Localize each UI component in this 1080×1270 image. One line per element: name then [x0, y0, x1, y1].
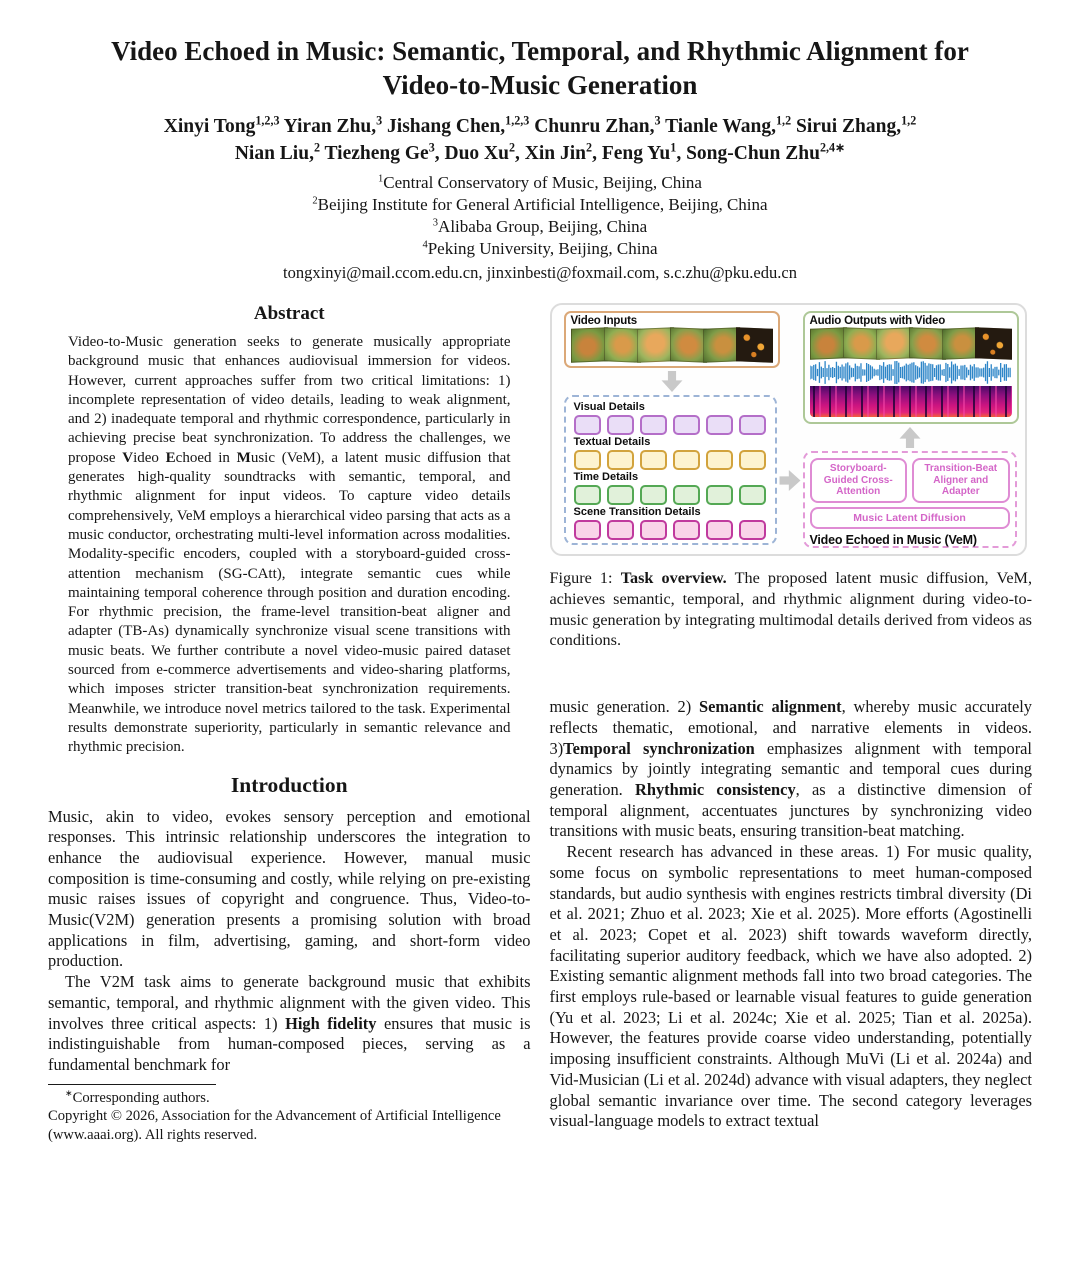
token-box	[607, 415, 634, 435]
music-latent-diffusion-module: Music Latent Diffusion	[810, 507, 1010, 529]
transition-beat-aligner-adapter-module: Transition-Beat Aligner and Adapter	[912, 458, 1010, 503]
token-box	[706, 485, 733, 505]
video-frame-thumbnail	[843, 327, 880, 360]
token-box	[640, 415, 667, 435]
waveform-graphic	[810, 359, 1012, 386]
abstract-text: Video-to-Music generation seeks to generate musically appropriate background music that enhances audiovisual immersion for videos. However, current approaches suffer from two critical limitations: 1) incomplete representation of video details, leading to weak alignment, and 2) inadequate temporal and rhythmic correspondence, particularly in achieving precise beat synchronization. To address the challenges, we propose Video Echoed in Music (VeM), a latent music diffusion that generates high-quality soundtracks with semantic, temporal, and rhythmic alignment for input videos. To capture video details comprehensively, VeM employs a hierarchical video parsing that acts as a music conductor, orchestrating multi-level information across modalities. Modality-specific encoders, coupled with a storyboard-guided cross-attention mechanism (SG-CAtt), integrate semantic cues while maintaining temporal coherence through position and duration encoding. For rhythmic precision, the frame-level transition-beat aligner and adapter (TB-As) dynamically synchronize visual scene transitions with music beats. We further contribute a novel video-music paired dataset sourced from e-commerce advertisements and video-sharing platforms, which imposes stricter transition-beat synchronization requirements. Meanwhile, we introduce novel metrics tailored to the task. Experimental results demonstrate superiority, particularly in semantic relevance and rhythmic precision.	[68, 334, 511, 756]
affiliations	[48, 172, 1032, 260]
scene-transition-details-label: Scene Transition Details	[573, 506, 701, 518]
video-input-frames	[571, 328, 773, 362]
storyboard-guided-cross-attention-module: Storyboard-Guided Cross-Attention	[810, 458, 908, 503]
audio-outputs-box	[803, 311, 1019, 424]
video-details-box	[564, 395, 777, 545]
author-line-2: Nian Liu,$^2$ Tiezheng Ge$^3$, Duo Xu$^2$, Xin Jin$^2$, Feng Yu$^1$, Song-Chun Zhu$^{2,4∗}$	[234, 140, 846, 164]
video-frame-thumbnail	[810, 327, 847, 360]
token-box	[739, 415, 766, 435]
token-box	[574, 520, 601, 540]
time-details-label: Time Details	[573, 471, 639, 483]
spectrogram-graphic	[810, 386, 1012, 417]
introduction-heading: Introduction	[230, 772, 348, 797]
abstract-heading: Abstract	[253, 303, 325, 324]
footnote-rule	[48, 1084, 216, 1085]
vem-box-label: Video Echoed in Music (VeM)	[809, 532, 977, 547]
right-column	[550, 303, 1033, 1145]
right-paragraph-1: music generation. 2) Semantic alignment, whereby music accurately reflects thematic, emotional, and narrative elements in videos. 3)Temporal synchronization emphasizes alignment with temporal dynamics by jointly integrating semantic and temporal cues during generation. Rhythmic consistency, as a distinctive dimension of temporal alignment, accentuates junctures by synchronizing video transitions with music beats, ensuring transition-beat matching.	[549, 697, 1033, 841]
figure-1	[550, 303, 1027, 556]
right-paragraph-2: Recent research has advanced in these areas. 1) For music quality, some focus on symbolic representations to meet human-composed standards, but audio synthesis with engines restricts timbral diversity (Di et al. 2021; Zhuo et al. 2023; Xie et al. 2025). More efforts (Agostinelli et al. 2023; Copet et al. 2023) shift towards waveform directly, facilitating superior auditory feedback, which we have also adopted. 2) Existing semantic alignment methods fall into two broad categories. The first employs rule-based or learnable visual features to guide generation (Yu et al. 2023; Li et al. 2024c; Xie et al. 2025; Tian et al. 2025a). However, the features provide coarse video understanding, potentially imposing insufficient constraints. Although MuVi (Li et al. 2024a) and Vid-Musician (Li et al. 2024d) advance with visual adapters, they neglect global semantic invariance over time. The second category leverages visual-language models to extract textual	[549, 842, 1032, 1131]
author-line-1: Xinyi Tong$^{1,2,3}$ Yiran Zhu,$^3$ Jishang Chen,$^{1,2,3}$ Chunru Zhan,$^3$ Tianle Wang,$^{1,2}$ Sirui Zhang,$^{1,2}$	[163, 113, 917, 137]
video-frame-thumbnail	[703, 327, 740, 363]
vem-model-box	[803, 451, 1017, 548]
vem-modules-row	[810, 458, 1010, 503]
affiliation-4: $^4$Peking University, Beijing, China	[422, 239, 658, 258]
paper-title-line2: Video-to-Music Generation	[382, 70, 698, 100]
token-box	[739, 485, 766, 505]
token-box	[640, 520, 667, 540]
token-box	[640, 450, 667, 470]
token-box	[574, 450, 601, 470]
visual-details-row	[574, 401, 767, 435]
token-box	[607, 450, 634, 470]
token-box	[574, 415, 601, 435]
audio-output-frames	[810, 328, 1012, 359]
token-box	[706, 520, 733, 540]
token-box	[607, 520, 634, 540]
author-emails: tongxinyi@mail.ccom.edu.cn, jinxinbesti@foxmail.com, s.c.zhu@pku.edu.cn	[283, 263, 797, 282]
visual-details-label: Visual Details	[573, 401, 645, 413]
paper-title	[48, 34, 1032, 102]
right-arrow-icon	[779, 469, 800, 493]
affiliation-3: $^3$Alibaba Group, Beijing, China	[432, 217, 648, 236]
token-box	[574, 485, 601, 505]
paper-title-line1: Video Echoed in Music: Semantic, Temporal, and Rhythmic Alignment for	[111, 36, 969, 66]
token-box	[673, 485, 700, 505]
intro-paragraph-2: The V2M task aims to generate background music that exhibits semantic, temporal, and rhythmic alignment with the given video. This involves three critical aspects: 1) High fidelity ensures that music is indistinguishable from human-composed pieces, serving as a fundamental benchmark for	[48, 972, 531, 1074]
audio-outputs-label: Audio Outputs with Video	[809, 315, 946, 327]
video-frame-thumbnail	[876, 327, 913, 360]
up-arrow-icon	[898, 427, 922, 448]
down-arrow-icon	[660, 371, 684, 392]
video-frame-thumbnail	[909, 327, 946, 360]
token-box	[706, 450, 733, 470]
video-frame-thumbnail	[604, 327, 641, 363]
two-column-body	[48, 303, 1032, 1145]
textual-details-tokens	[574, 450, 767, 470]
token-box	[673, 450, 700, 470]
token-box	[673, 520, 700, 540]
video-inputs-label: Video Inputs	[570, 315, 637, 327]
video-inputs-box	[564, 311, 780, 368]
token-box	[739, 520, 766, 540]
token-box	[640, 485, 667, 505]
textual-details-label: Textual Details	[573, 436, 651, 448]
affiliation-2: $^2$Beijing Institute for General Artificial Intelligence, Beijing, China	[312, 195, 768, 214]
video-frame-thumbnail	[975, 327, 1012, 360]
video-frame-thumbnail	[736, 327, 773, 363]
intro-paragraph-1: Music, akin to video, evokes sensory perception and emotional responses. This intrinsic relationship underscores the integration to enhance the audiovisual experience. However, manual music composition is time-consuming and costly, while relying on pre-existing music raises issues of copyright and congruence. Thus, Video-to-Music(V2M) generation presents a promising solution with broad applications in film, advertising, gaming, and short-form video production.	[48, 806, 531, 971]
footnote	[48, 1084, 531, 1145]
scene-transition-details-row	[574, 506, 767, 540]
token-box	[739, 450, 766, 470]
left-column	[48, 303, 531, 1145]
time-details-tokens	[574, 485, 767, 505]
affiliation-1: $^1$Central Conservatory of Music, Beijing, China	[378, 173, 702, 192]
footnote-corresponding: ∗Corresponding authors.	[65, 1087, 210, 1106]
textual-details-row	[574, 436, 767, 470]
video-frame-thumbnail	[670, 327, 707, 363]
token-box	[673, 415, 700, 435]
video-frame-thumbnail	[637, 327, 674, 363]
scene-transition-details-tokens	[574, 520, 767, 540]
token-box	[607, 485, 634, 505]
visual-details-tokens	[574, 415, 767, 435]
video-frame-thumbnail	[571, 327, 608, 363]
figure-1-caption: Figure 1: Task overview. The proposed latent music diffusion, VeM, achieves semantic, temporal, and rhythmic alignment during video-to-music generation by integrating multimodal details derived from videos as conditions.	[549, 569, 1032, 650]
token-box	[706, 415, 733, 435]
video-frame-thumbnail	[942, 327, 979, 360]
time-details-row	[574, 471, 767, 505]
footnote-copyright: Copyright © 2026, Association for the Advancement of Artificial Intelligence (www.aaai.org). All rights reserved.	[48, 1108, 501, 1144]
author-list	[48, 113, 1032, 167]
